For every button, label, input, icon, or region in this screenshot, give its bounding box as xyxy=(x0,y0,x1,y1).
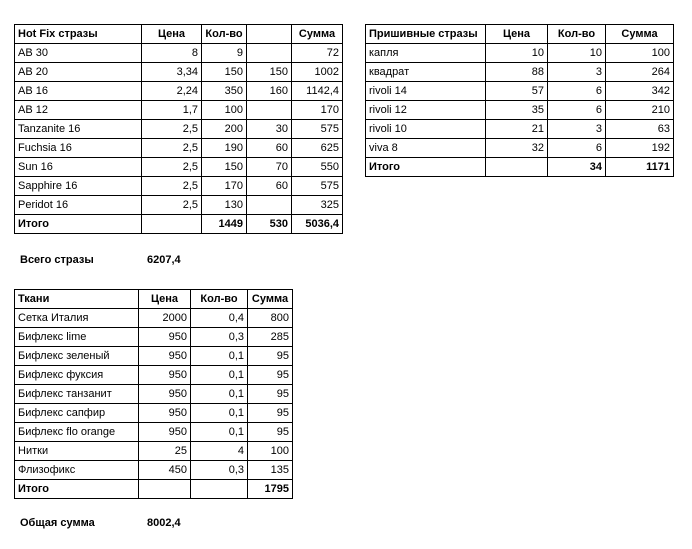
table-cell: 10 xyxy=(548,44,606,63)
table-row xyxy=(15,461,293,480)
table-cell xyxy=(247,196,292,215)
table-cell: 2000 xyxy=(139,309,191,328)
table-cell: 160 xyxy=(247,82,292,101)
table-cell: 0,4 xyxy=(191,309,248,328)
table-cell: 1795 xyxy=(248,480,293,499)
table-cell: Пришивные стразы xyxy=(366,25,486,44)
table-cell: AB 30 xyxy=(15,44,142,63)
table-cell: 95 xyxy=(248,385,293,404)
table-row xyxy=(366,63,674,82)
table-cell: 1002 xyxy=(292,63,343,82)
table-cell xyxy=(486,158,548,177)
table-cell: 8 xyxy=(142,44,202,63)
table-cell: 2,5 xyxy=(142,120,202,139)
table-cell: 100 xyxy=(248,442,293,461)
table-cell: 3 xyxy=(548,63,606,82)
table-cell: 4 xyxy=(191,442,248,461)
table-cell: 575 xyxy=(292,120,343,139)
table-cell: 210 xyxy=(606,101,674,120)
table-cell: Итого xyxy=(15,215,142,234)
table-cell: Цена xyxy=(139,290,191,309)
table-cell: Ткани xyxy=(15,290,139,309)
table-cell: rivoli 14 xyxy=(366,82,486,101)
table-row xyxy=(15,442,293,461)
table-cell: 285 xyxy=(248,328,293,347)
table-cell: Кол-во xyxy=(202,25,247,44)
table-cell: 150 xyxy=(247,63,292,82)
table-cell: 1142,4 xyxy=(292,82,343,101)
table-cell: Бифлекс фуксия xyxy=(15,366,139,385)
table-cell: AB 16 xyxy=(15,82,142,101)
table-cell: 950 xyxy=(139,328,191,347)
table-cell: 325 xyxy=(292,196,343,215)
table-cell: 6 xyxy=(548,101,606,120)
grand-total-value: 8002,4 xyxy=(147,517,181,529)
table-row xyxy=(15,423,293,442)
table-cell: Tanzanite 16 xyxy=(15,120,142,139)
table-row xyxy=(15,44,343,63)
grand-total-value-box xyxy=(147,517,181,529)
table-cell: 950 xyxy=(139,347,191,366)
table-cell: 342 xyxy=(606,82,674,101)
table-cell: 950 xyxy=(139,385,191,404)
table-cell: rivoli 12 xyxy=(366,101,486,120)
table-cell: 1,7 xyxy=(142,101,202,120)
table-cell: 150 xyxy=(202,158,247,177)
table-cell: 0,1 xyxy=(191,385,248,404)
table-row xyxy=(15,82,343,101)
table-cell: 192 xyxy=(606,139,674,158)
table-cell: 2,5 xyxy=(142,158,202,177)
all-strass-value-box xyxy=(147,254,181,266)
table-cell: Бифлекс lime xyxy=(15,328,139,347)
table-cell: 170 xyxy=(292,101,343,120)
table-row xyxy=(15,347,293,366)
table-cell: Fuchsia 16 xyxy=(15,139,142,158)
table-cell: 190 xyxy=(202,139,247,158)
all-strass-value: 6207,4 xyxy=(147,254,181,266)
table-cell: 1449 xyxy=(202,215,247,234)
table-cell: Кол-во xyxy=(191,290,248,309)
table-cell: 5036,4 xyxy=(292,215,343,234)
fabrics-table xyxy=(14,289,293,499)
table-cell: 30 xyxy=(247,120,292,139)
table-cell: 200 xyxy=(202,120,247,139)
table-row xyxy=(366,120,674,139)
table-cell: 625 xyxy=(292,139,343,158)
all-strass-label: Всего стразы xyxy=(20,254,94,266)
table-cell: Итого xyxy=(366,158,486,177)
table-cell xyxy=(247,25,292,44)
table-cell: 950 xyxy=(139,404,191,423)
table-row xyxy=(15,177,343,196)
table-row xyxy=(15,366,293,385)
table-cell xyxy=(142,215,202,234)
table-cell: 2,24 xyxy=(142,82,202,101)
table-header-row xyxy=(15,25,343,44)
table-row xyxy=(15,328,293,347)
table-row xyxy=(366,82,674,101)
table-row xyxy=(366,44,674,63)
table-cell: 34 xyxy=(548,158,606,177)
table-cell: 950 xyxy=(139,423,191,442)
table-cell: 1171 xyxy=(606,158,674,177)
table-cell: viva 8 xyxy=(366,139,486,158)
table-cell: 800 xyxy=(248,309,293,328)
table-row xyxy=(366,139,674,158)
table-row xyxy=(15,120,343,139)
table-cell: квадрат xyxy=(366,63,486,82)
grand-total-summary xyxy=(20,517,95,529)
table-cell: Сумма xyxy=(292,25,343,44)
table-cell: Бифлекс танзанит xyxy=(15,385,139,404)
table-cell xyxy=(139,480,191,499)
table-cell: 530 xyxy=(247,215,292,234)
table-cell: Sapphire 16 xyxy=(15,177,142,196)
table-cell xyxy=(247,101,292,120)
table-cell xyxy=(247,44,292,63)
table-cell: 60 xyxy=(247,139,292,158)
table-cell: Бифлекс сапфир xyxy=(15,404,139,423)
table-cell: Кол-во xyxy=(548,25,606,44)
table-cell: 135 xyxy=(248,461,293,480)
table-row xyxy=(15,101,343,120)
sewn-strass-table xyxy=(365,24,674,177)
table-cell: Цена xyxy=(142,25,202,44)
table-cell: 950 xyxy=(139,366,191,385)
table-cell: Hot Fix стразы xyxy=(15,25,142,44)
table-row xyxy=(15,63,343,82)
table-cell: 0,3 xyxy=(191,328,248,347)
table-cell: 0,1 xyxy=(191,423,248,442)
table-cell: Флизофикс xyxy=(15,461,139,480)
grand-total-label: Общая сумма xyxy=(20,517,95,529)
table-cell: 21 xyxy=(486,120,548,139)
table-total-row xyxy=(15,215,343,234)
table-cell: Peridot 16 xyxy=(15,196,142,215)
table-cell: Сетка Италия xyxy=(15,309,139,328)
table-cell: 6 xyxy=(548,139,606,158)
table-cell: 35 xyxy=(486,101,548,120)
table-cell: Цена xyxy=(486,25,548,44)
table-total-row xyxy=(366,158,674,177)
table-cell: 2,5 xyxy=(142,139,202,158)
table-cell: 72 xyxy=(292,44,343,63)
table-cell: 100 xyxy=(606,44,674,63)
table-cell: 9 xyxy=(202,44,247,63)
table-cell: Бифлекс flo orange xyxy=(15,423,139,442)
table-cell: 0,1 xyxy=(191,347,248,366)
table-cell: 63 xyxy=(606,120,674,139)
table-cell: 6 xyxy=(548,82,606,101)
table-cell: 450 xyxy=(139,461,191,480)
table-cell: 2,5 xyxy=(142,177,202,196)
table-cell: 0,1 xyxy=(191,404,248,423)
table-cell: 550 xyxy=(292,158,343,177)
table-cell: 95 xyxy=(248,347,293,366)
table-row xyxy=(15,158,343,177)
table-cell: 264 xyxy=(606,63,674,82)
table-cell: 95 xyxy=(248,404,293,423)
table-cell: 130 xyxy=(202,196,247,215)
table-cell: 350 xyxy=(202,82,247,101)
table-row xyxy=(15,309,293,328)
table-cell: 150 xyxy=(202,63,247,82)
table-cell: 0,3 xyxy=(191,461,248,480)
table-cell: 2,5 xyxy=(142,196,202,215)
table-cell: 3 xyxy=(548,120,606,139)
table-cell: AB 12 xyxy=(15,101,142,120)
table-row xyxy=(15,196,343,215)
table-cell: 70 xyxy=(247,158,292,177)
table-cell: капля xyxy=(366,44,486,63)
table-cell: Sun 16 xyxy=(15,158,142,177)
table-cell: rivoli 10 xyxy=(366,120,486,139)
table-row xyxy=(15,385,293,404)
table-cell: Итого xyxy=(15,480,139,499)
table-cell: Бифлекс зеленый xyxy=(15,347,139,366)
table-cell: 3,34 xyxy=(142,63,202,82)
table-header-row xyxy=(15,290,293,309)
table-row xyxy=(366,101,674,120)
table-cell: Сумма xyxy=(606,25,674,44)
table-cell xyxy=(191,480,248,499)
all-strass-summary xyxy=(20,254,94,266)
table-cell: 88 xyxy=(486,63,548,82)
table-cell: 60 xyxy=(247,177,292,196)
table-cell: 575 xyxy=(292,177,343,196)
table-row xyxy=(15,404,293,423)
table-cell: 170 xyxy=(202,177,247,196)
table-cell: AB 20 xyxy=(15,63,142,82)
table-cell: 100 xyxy=(202,101,247,120)
table-row xyxy=(15,139,343,158)
table-cell: 32 xyxy=(486,139,548,158)
table-cell: Нитки xyxy=(15,442,139,461)
table-total-row xyxy=(15,480,293,499)
table-cell: 10 xyxy=(486,44,548,63)
table-cell: 95 xyxy=(248,366,293,385)
table-header-row xyxy=(366,25,674,44)
hotfix-table xyxy=(14,24,343,234)
table-cell: Сумма xyxy=(248,290,293,309)
table-cell: 0,1 xyxy=(191,366,248,385)
table-cell: 25 xyxy=(139,442,191,461)
table-cell: 57 xyxy=(486,82,548,101)
table-cell: 95 xyxy=(248,423,293,442)
